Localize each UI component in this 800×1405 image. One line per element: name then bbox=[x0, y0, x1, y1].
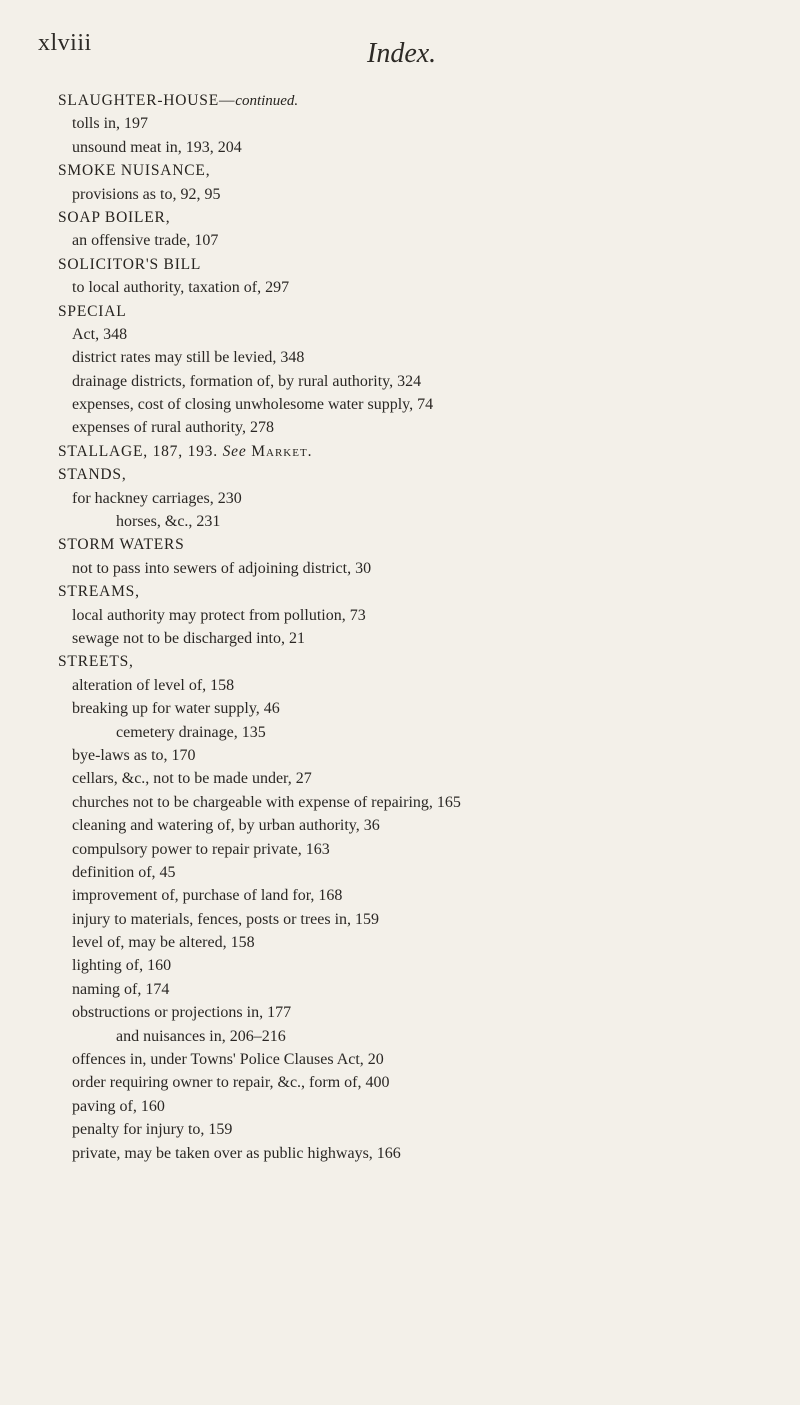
index-subentry: private, may be taken over as public highways, 166 bbox=[72, 1144, 401, 1162]
index-subentry-nested: cemetery drainage, 135 bbox=[116, 723, 266, 741]
index-heading: SOLICITOR'S BILL bbox=[58, 255, 202, 273]
index-heading bbox=[58, 440, 793, 463]
index-subentry: district rates may still be levied, 348 bbox=[72, 349, 305, 367]
index-heading bbox=[58, 89, 793, 112]
running-title: Index. bbox=[367, 38, 437, 69]
index-heading: STANDS, bbox=[58, 466, 127, 484]
see-reference-label: See bbox=[222, 442, 247, 460]
index-subentry: compulsory power to repair private, 163 bbox=[72, 840, 330, 858]
heading-text: STALLAGE, 187, 193. bbox=[58, 442, 218, 460]
index-subentry: alteration of level of, 158 bbox=[72, 676, 235, 694]
index-entries bbox=[58, 89, 793, 1165]
index-subentry: definition of, 45 bbox=[72, 863, 176, 881]
index-heading: STREAMS, bbox=[58, 583, 140, 601]
index-subentry: paving of, 160 bbox=[72, 1097, 165, 1115]
see-reference-target: Market. bbox=[251, 442, 313, 460]
index-subentry: improvement of, purchase of land for, 168 bbox=[72, 887, 343, 905]
index-subentry-nested: and nuisances in, 206–216 bbox=[116, 1027, 286, 1045]
index-heading: STORM WATERS bbox=[58, 536, 185, 554]
index-subentry: local authority may protect from pollution, 73 bbox=[72, 606, 366, 624]
index-subentry: Act, 348 bbox=[72, 325, 128, 343]
index-subentry: injury to materials, fences, posts or trees in, 159 bbox=[72, 910, 380, 928]
index-subentry: expenses, cost of closing unwholesome water supply, 74 bbox=[72, 396, 434, 414]
index-heading: SPECIAL bbox=[58, 302, 127, 320]
index-subentry: naming of, 174 bbox=[72, 980, 170, 998]
index-subentry: lighting of, 160 bbox=[72, 957, 172, 975]
index-subentry: provisions as to, 92, 95 bbox=[72, 185, 221, 203]
index-heading: SOAP BOILER, bbox=[58, 208, 171, 226]
index-subentry: unsound meat in, 193, 204 bbox=[72, 138, 242, 156]
index-subentry: obstructions or projections in, 177 bbox=[72, 1004, 292, 1022]
index-subentry: to local authority, taxation of, 297 bbox=[72, 279, 290, 297]
index-subentry: churches not to be chargeable with expense of repairing, 165 bbox=[72, 793, 461, 811]
index-subentry: tolls in, 197 bbox=[72, 115, 149, 133]
index-subentry: breaking up for water supply, 46 bbox=[72, 700, 280, 718]
heading-text: SLAUGHTER-HOUSE— bbox=[58, 92, 236, 109]
index-subentry: expenses of rural authority, 278 bbox=[72, 419, 275, 437]
index-heading: STREETS, bbox=[58, 653, 134, 671]
index-subentry: bye-laws as to, 170 bbox=[72, 746, 196, 764]
page-number: xlviii bbox=[38, 30, 92, 56]
index-subentry: order requiring owner to repair, &c., form of, 400 bbox=[72, 1074, 390, 1092]
index-subentry: for hackney carriages, 230 bbox=[72, 489, 242, 507]
index-subentry: not to pass into sewers of adjoining district, 30 bbox=[72, 559, 372, 577]
index-subentry: sewage not to be discharged into, 21 bbox=[72, 629, 305, 647]
index-subentry: an offensive trade, 107 bbox=[72, 232, 219, 250]
index-subentry: drainage districts, formation of, by rural authority, 324 bbox=[72, 372, 422, 390]
index-subentry: cellars, &c., not to be made under, 27 bbox=[72, 770, 312, 788]
index-subentry: penalty for injury to, 159 bbox=[72, 1121, 233, 1139]
index-subentry-nested: horses, &c., 231 bbox=[116, 513, 221, 531]
index-subentry: offences in, under Towns' Police Clauses Act, 20 bbox=[72, 1051, 384, 1069]
index-heading: SMOKE NUISANCE, bbox=[58, 162, 211, 180]
index-subentry: cleaning and watering of, by urban authority, 36 bbox=[72, 817, 380, 835]
index-subentry: level of, may be altered, 158 bbox=[72, 934, 255, 952]
continued-label: continued. bbox=[235, 93, 299, 109]
